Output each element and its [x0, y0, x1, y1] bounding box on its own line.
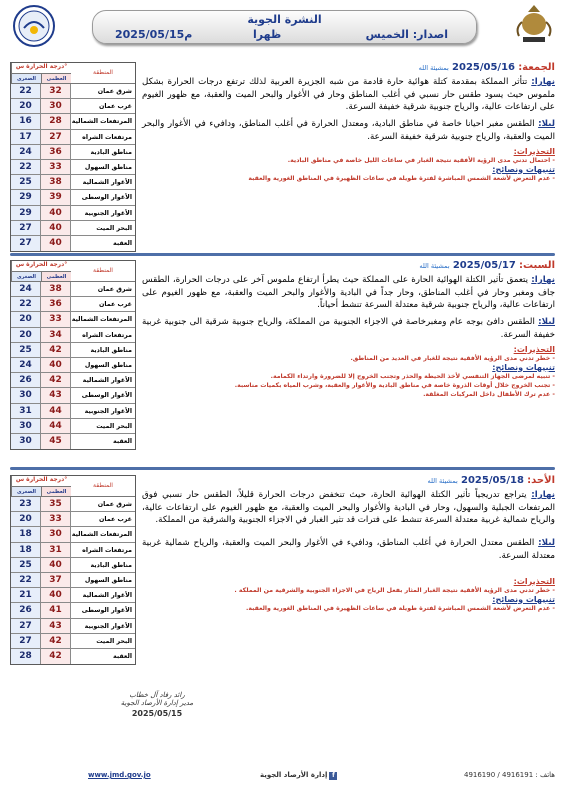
max-header: العظمى [41, 74, 71, 83]
min-temp-cell: 29 [11, 190, 41, 204]
region-name-cell: البحر الميت [96, 224, 132, 232]
table-row [11, 588, 135, 603]
min-temp-cell: 18 [11, 527, 41, 541]
max-temp-cell: 38 [41, 282, 71, 296]
signature-block [102, 691, 212, 718]
region-header: المنطقة [93, 69, 113, 76]
min-temp-cell: 25 [11, 558, 41, 572]
advice-item: - عدم ترك الأطفال داخل المركبات المغلقة. [423, 390, 555, 398]
min-temp-cell: 30 [11, 388, 41, 402]
signatory-title: مدير إدارة الأرصاد الجوية [120, 699, 194, 707]
daytime-forecast: نهارا: تتأثر المملكة بمقدمة كتلة هوائية حارة قادمة من شبه الجزيرة العربية لذلك ترتفع درجات الحرارة بشكل ملموس حيث يسود طقس حار نسبي في أغلب المناطق وحار في الأغوار والبحر الميت والعقبة، مع ظهور الغيوم على ارتفاعات عالية، والرياح جنوبية شرقية خفيفة السرعة. [142, 77, 555, 113]
region-name-cell: الأغوار الشمالية [82, 592, 132, 600]
min-temp-cell: 23 [11, 497, 41, 511]
min-temp-cell: 26 [11, 373, 41, 387]
region-name-cell: البحر الميت [96, 637, 132, 645]
temperature-table-2 [10, 260, 136, 450]
table-row [11, 297, 135, 312]
min-temp-cell: 24 [11, 358, 41, 372]
night-forecast: ليلا: الطقس مغبر احيانا خاصة في مناطق البادية، ومعتدل الحرارة في أغلب المناطق، ودافيء في الأغوار والبحر الميت والعقبة، والرياح جنوبية شرقية خفيفة السرعة. [142, 119, 555, 142]
table-row [11, 236, 135, 251]
signatory-name: رائد رفاد آل خطاب [129, 691, 185, 699]
max-temp-cell: 44 [41, 404, 71, 418]
day-date: 2025/05/18 [460, 475, 524, 486]
min-temp-cell: 27 [11, 634, 41, 648]
max-temp-cell: 31 [41, 543, 71, 557]
min-temp-cell: 27 [11, 236, 41, 251]
min-header: الصغرى [11, 272, 41, 281]
min-temp-cell: 22 [11, 297, 41, 311]
min-temp-cell: 20 [11, 312, 41, 326]
max-temp-cell: 40 [41, 221, 71, 235]
min-temp-cell: 20 [11, 99, 41, 113]
min-temp-cell: 26 [11, 603, 41, 617]
region-header: المنطقة [93, 267, 113, 274]
table-row [11, 434, 135, 449]
min-temp-cell: 30 [11, 419, 41, 433]
bulletin-title: النشرة الجوية [247, 13, 322, 26]
max-temp-cell: 39 [41, 190, 71, 204]
table-row [11, 603, 135, 618]
region-name-cell: غرب عمان [98, 103, 132, 111]
table-row [11, 358, 135, 373]
bulletin-banner [92, 10, 477, 44]
region-name-cell: مناطق السهول [84, 576, 132, 584]
meteorology-department-logo-icon [12, 4, 56, 48]
table-row [11, 312, 135, 327]
region-name-cell: العقبة [113, 652, 132, 660]
region-name-cell: الأغوار الوسطى [81, 607, 132, 615]
table-row [11, 221, 135, 236]
day-note: بمشيئة الله [418, 64, 449, 72]
table-row [11, 99, 135, 114]
table-row [11, 160, 135, 175]
night-forecast: ليلا: الطقس دافئ بوجه عام ومغبرخاصة في الاجزاء الجنوبية من المملكة، والرياح جنوبية شرقية الى جنوبية غربية خفيفة السرعة. [142, 317, 556, 340]
daytime-forecast: نهارا: يتعمق تأثير الكتلة الهوائية الحارة على المملكة حيث يطرأ ارتفاع ملموس آخر على درجات الحرارة، الطقس جاف ومغبر وحار في أغلب المناطق، وحار جداً في البادية والأغوار والبحر الميت والعقبة، مع ظهور الغيوم على ارتفاعات عالية، والرياح جنوبية شرقية معتدلة السرعة تنشط أحياناً. [142, 275, 555, 311]
max-temp-cell: 35 [41, 497, 71, 511]
min-temp-cell: 25 [11, 175, 41, 189]
region-name-cell: الأغوار الوسطى [81, 392, 132, 400]
min-temp-cell: 22 [11, 573, 41, 587]
region-name-cell: مرتفعات الشراه [82, 546, 132, 554]
region-name-cell: العقبة [113, 239, 132, 247]
region-name-cell: الأغوار الوسطى [81, 194, 132, 202]
temperature-table-1 [10, 62, 136, 252]
warnings-title: التحذيرات: [513, 146, 555, 156]
day-name: الأحد: [527, 475, 555, 486]
temp-caption: درجة الحرارة س° [11, 476, 71, 487]
day-date: 2025/05/16 [452, 62, 515, 73]
day-name: السبت: [518, 260, 555, 271]
min-temp-cell: 18 [11, 543, 41, 557]
region-name-cell: شرق عمان [97, 501, 132, 508]
table-row [11, 373, 135, 388]
region-name-cell: مرتفعات الشراه [82, 331, 132, 339]
region-name-cell: الأغوار الشمالية [82, 377, 132, 385]
bulletin-header [0, 0, 565, 52]
advice-item: - عدم التعرض لأشعة الشمس المباشرة لفترة طويلة في ساعات الظهيرة في المناطق الغورية والعقبة. [246, 604, 555, 612]
day-date: 2025/05/17 [452, 260, 516, 271]
warning-item: - خطر تدني مدى الرؤية الأفقية نتيجة الغبار المثار بفعل الرياح في الاجزاء الجنوبية والشرقية من المملكة . [234, 586, 555, 594]
advice-title: تنبيهات ونصائح: [492, 362, 555, 372]
day-name: الجمعة: [518, 62, 555, 73]
region-name-cell: المرتفعات الشمالية [71, 316, 132, 324]
table-row [11, 558, 135, 573]
max-temp-cell: 40 [41, 588, 71, 602]
advice-item: - تجنب الخروج خلال أوقات الذروة خاصة في مناطق البادية والأغوار والعقبة، وشرب المياه بكميات مناسبة. [234, 381, 555, 389]
min-temp-cell: 21 [11, 588, 41, 602]
region-name-cell: المرتفعات الشمالية [71, 531, 132, 539]
section-divider [10, 253, 555, 256]
region-name-cell: الأغوار الجنوبية [84, 209, 132, 217]
region-name-cell: الأغوار الشمالية [82, 179, 132, 187]
max-temp-cell: 33 [41, 160, 71, 174]
min-temp-cell: 27 [11, 619, 41, 633]
table-row [11, 282, 135, 297]
max-header: العظمى [41, 272, 71, 281]
temp-caption: درجة الحرارة س° [11, 63, 71, 74]
table-row [11, 649, 135, 664]
advice-title: تنبيهات ونصائح: [492, 164, 555, 174]
max-temp-cell: 43 [41, 388, 71, 402]
region-name-cell: شرق عمان [97, 88, 132, 95]
max-temp-cell: 42 [41, 373, 71, 387]
max-temp-cell: 27 [41, 130, 71, 144]
table-row [11, 206, 135, 221]
daytime-forecast: نهارا: يتراجع تدريجياً تأثير الكتلة الهوائية الحارة، حيث تنخفض درجات الحرارة قليلاً، الطقس حار نسبي فوق المرتفعات الجبلية والسهول، وحار في البادية والأغوار والبحر الميت والعقبة، مع ظهور الغيوم على ارتفاعات عالية، والرياح شمالية غربية معتدلة السرعة تنشط على فترات قد تثير الغبار في الاجزاء الجنوبية والشرقية من المملكة. [142, 490, 555, 526]
website-link[interactable]: www.jmd.gov.jo [88, 771, 151, 779]
max-temp-cell: 28 [41, 114, 71, 128]
table-row [11, 419, 135, 434]
table-row [11, 190, 135, 205]
table-row [11, 130, 135, 145]
phone-numbers: هاتف : 4916191 / 4916190 [463, 771, 555, 779]
table-row [11, 388, 135, 403]
issue-day: اصدار: الخميس [365, 28, 448, 41]
max-temp-cell: 44 [41, 419, 71, 433]
table-row [11, 84, 135, 99]
max-header: العظمى [41, 487, 71, 496]
temperature-table-3 [10, 475, 136, 665]
region-name-cell: مرتفعات الشراه [82, 133, 132, 141]
max-temp-cell: 36 [41, 297, 71, 311]
max-temp-cell: 37 [41, 573, 71, 587]
max-temp-cell: 40 [41, 236, 71, 251]
advice-item: - تنبيه لمرضى الجهاز التنفسي لأخذ الحيطة والحذر وتجنب الخروج إلا للضرورة وارتداء الكمامة. [270, 372, 555, 380]
night-forecast: ليلا: الطقس معتدل الحرارة في أغلب المناطق، ودافيء في الأغوار والبحر الميت والعقبة، والرياح شمالية غربية معتدلة السرعة. [142, 538, 556, 561]
max-temp-cell: 41 [41, 603, 71, 617]
facebook-icon: f [329, 772, 337, 780]
table-row [11, 573, 135, 588]
min-temp-cell: 29 [11, 206, 41, 220]
max-temp-cell: 33 [41, 312, 71, 326]
signature-date: 2025/05/15 [131, 709, 183, 718]
max-temp-cell: 34 [41, 328, 71, 342]
table-row [11, 497, 135, 512]
temp-caption: درجة الحرارة س° [11, 261, 71, 272]
page-footer [10, 771, 555, 783]
table-row [11, 543, 135, 558]
max-temp-cell: 30 [41, 527, 71, 541]
min-temp-cell: 27 [11, 221, 41, 235]
day-note: بمشيئة الله [427, 477, 458, 485]
table-row [11, 175, 135, 190]
warnings-title: التحذيرات: [513, 576, 555, 586]
issue-date: 2025/05/15م [115, 28, 193, 41]
region-name-cell: العقبة [113, 437, 132, 445]
max-temp-cell: 40 [41, 558, 71, 572]
region-name-cell: مناطق البادية [90, 346, 132, 354]
max-temp-cell: 45 [41, 434, 71, 449]
region-name-cell: الأغوار الجنوبية [84, 622, 132, 630]
max-temp-cell: 33 [41, 512, 71, 526]
region-name-cell: مناطق البادية [90, 561, 132, 569]
min-temp-cell: 30 [11, 434, 41, 449]
max-temp-cell: 42 [41, 634, 71, 648]
table-row [11, 328, 135, 343]
max-temp-cell: 42 [41, 343, 71, 357]
max-temp-cell: 40 [41, 358, 71, 372]
section-divider [10, 467, 555, 470]
max-temp-cell: 42 [41, 649, 71, 664]
facebook-link[interactable]: إدارة الأرصاد الجوية f [260, 771, 337, 780]
jordan-coat-of-arms-icon [513, 2, 555, 46]
min-temp-cell: 31 [11, 404, 41, 418]
min-temp-cell: 20 [11, 328, 41, 342]
max-temp-cell: 36 [41, 145, 71, 159]
advice-item: - عدم التعرض لأشعة الشمس المباشرة لفترة طويلة في ساعات الظهيرة في المناطق الغورية والعقبة [248, 174, 555, 182]
region-name-cell: المرتفعات الشمالية [71, 118, 132, 126]
max-temp-cell: 43 [41, 619, 71, 633]
warning-item: - خطر تدني مدى الرؤية الأفقية نتيجة للغبار في العديد من المناطق. [350, 354, 555, 362]
min-temp-cell: 20 [11, 512, 41, 526]
region-name-cell: مناطق السهول [84, 361, 132, 369]
warnings-title: التحذيرات: [513, 344, 555, 354]
table-row [11, 527, 135, 542]
min-temp-cell: 28 [11, 649, 41, 664]
table-row [11, 512, 135, 527]
table-row [11, 619, 135, 634]
table-row [11, 114, 135, 129]
day-note: بمشيئة الله [419, 262, 450, 270]
region-name-cell: غرب عمان [98, 301, 132, 309]
region-name-cell: غرب عمان [98, 516, 132, 524]
min-temp-cell: 17 [11, 130, 41, 144]
region-name-cell: البحر الميت [96, 422, 132, 430]
max-temp-cell: 30 [41, 99, 71, 113]
issue-time: ظهرا [253, 28, 282, 41]
min-temp-cell: 22 [11, 84, 41, 98]
min-temp-cell: 25 [11, 343, 41, 357]
region-header: المنطقة [93, 482, 113, 489]
advice-title: تنبيهات ونصائح: [492, 594, 555, 604]
min-temp-cell: 16 [11, 114, 41, 128]
min-temp-cell: 22 [11, 160, 41, 174]
max-temp-cell: 40 [41, 206, 71, 220]
warning-item: - احتمال تدني مدى الرؤية الأفقية نتيجة الغبار في ساعات الليل خاصة في مناطق البادية. [287, 156, 555, 164]
max-temp-cell: 38 [41, 175, 71, 189]
region-name-cell: مناطق البادية [90, 148, 132, 156]
region-name-cell: شرق عمان [97, 286, 132, 293]
min-temp-cell: 24 [11, 145, 41, 159]
min-header: الصغرى [11, 74, 41, 83]
min-temp-cell: 24 [11, 282, 41, 296]
region-name-cell: الأغوار الجنوبية [84, 407, 132, 415]
table-row [11, 634, 135, 649]
table-row [11, 145, 135, 160]
region-name-cell: مناطق السهول [84, 163, 132, 171]
max-temp-cell: 32 [41, 84, 71, 98]
table-row [11, 404, 135, 419]
table-row [11, 343, 135, 358]
min-header: الصغرى [11, 487, 41, 496]
